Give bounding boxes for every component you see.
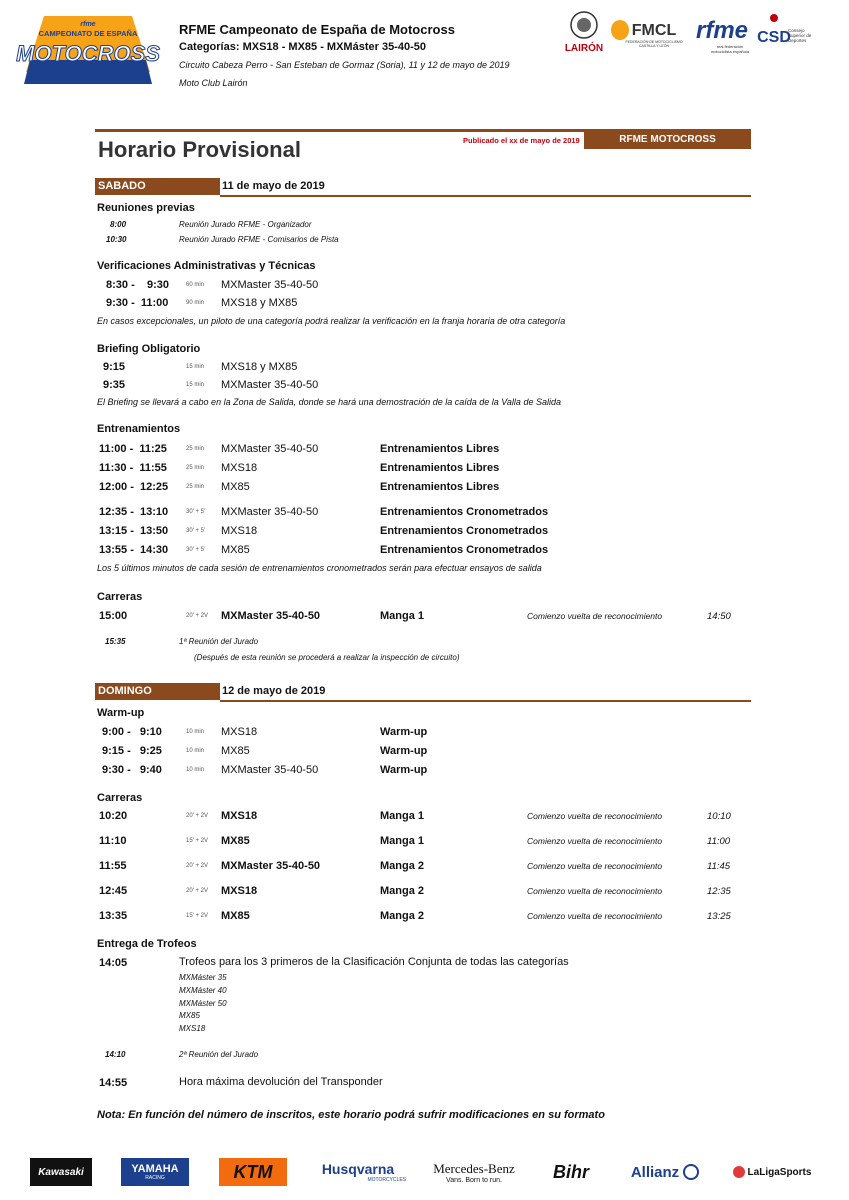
svg-text:motociclista española: motociclista española xyxy=(710,49,750,54)
race-cat: MXS18 xyxy=(221,810,258,822)
train-time: 13:15 - 13:50 xyxy=(99,525,169,537)
trofeos-desc: Trofeos para los 3 primeros de la Clasificación Conjunta de todas las categorías xyxy=(179,956,569,968)
warmup-dur: 10 min xyxy=(186,748,205,754)
trofeo-category: MXS18 xyxy=(179,1024,206,1033)
allianz-logo: Allianz xyxy=(622,1158,708,1186)
race-ctime: 11:00 xyxy=(707,836,731,847)
day-line xyxy=(220,700,751,702)
briefing-note: El Briefing se llevará a cabo en la Zona de Salida, donde se hará una demostración de la caída de la Valla de Salida xyxy=(97,397,561,407)
verif-dur: 90 min xyxy=(186,300,205,306)
briefing-time: 9:35 xyxy=(103,379,126,391)
reunion-desc: Reunión Jurado RFME - Organizador xyxy=(179,220,312,229)
svg-text:CASTILLA Y LEÓN: CASTILLA Y LEÓN xyxy=(638,44,670,48)
briefing-dur: 15 min xyxy=(186,382,205,388)
train-act: Entrenamientos Libres xyxy=(380,462,500,474)
section-warmup: Warm-up xyxy=(97,707,145,719)
race-comm: Comienzo vuelta de reconocimiento xyxy=(527,911,663,921)
trofeo-category: MXMáster 50 xyxy=(179,999,227,1008)
bihr-logo: Bihr xyxy=(553,1161,589,1182)
warmup-dur: 10 min xyxy=(186,767,205,773)
svg-text:rfme: rfme xyxy=(695,17,749,44)
warmup-time: 9:30 - 9:40 xyxy=(102,764,162,776)
svg-text:real federación: real federación xyxy=(716,44,744,49)
section-trofeos: Entrega de Trofeos xyxy=(97,938,197,950)
rfme-logo xyxy=(686,14,758,58)
laliga-logo: LaLigaSports xyxy=(726,1158,818,1186)
race-dur: 20' + 2V xyxy=(186,863,208,869)
verif-time: 9:30 - 11:00 xyxy=(106,297,169,309)
race-cat: MXMaster 35-40-50 xyxy=(221,860,321,872)
train-act: Entrenamientos Cronometrados xyxy=(380,525,549,537)
jurado-time: 14:10 xyxy=(105,1050,126,1059)
verif-cat: MXMaster 35-40-50 xyxy=(221,279,319,291)
trofeo-category: MXMáster 35 xyxy=(179,973,227,982)
published-date: Publicado el xx de mayo de 2019 xyxy=(463,136,580,145)
train-act: Entrenamientos Cronometrados xyxy=(380,544,549,556)
train-act: Entrenamientos Libres xyxy=(380,443,500,455)
warmup-act: Warm-up xyxy=(380,764,428,776)
race-time: 10:20 xyxy=(99,810,128,822)
final-note: Nota: En función del número de inscritos, este horario podrá sufrir modificaciones en su formato xyxy=(97,1109,605,1121)
warmup-cat: MXMaster 35-40-50 xyxy=(221,764,319,776)
train-dur: 30' + 5' xyxy=(186,547,206,553)
race-ctime: 11:45 xyxy=(707,861,731,872)
train-dur: 25 min xyxy=(186,465,205,471)
train-dur: 30' + 5' xyxy=(186,509,206,515)
race-dur: 20' + 2V xyxy=(186,888,208,894)
svg-text:FEDERACIÓN DE MOTOCICLISMO: FEDERACIÓN DE MOTOCICLISMO xyxy=(625,40,683,44)
page-title: Horario Provisional xyxy=(98,137,301,162)
briefing-cat: MXS18 y MX85 xyxy=(221,361,298,373)
race-dur: 20' + 2V xyxy=(186,613,208,619)
race-comm: Comienzo vuelta de reconocimiento xyxy=(527,836,663,846)
yamaha-logo: YAMAHA RACING xyxy=(121,1158,189,1186)
race-cat: MX85 xyxy=(221,910,250,922)
header-title: RFME Campeonato de España de Motocross xyxy=(179,22,455,37)
svg-text:Superior de: Superior de xyxy=(788,33,812,38)
svg-text:LAIRÓN: LAIRÓN xyxy=(564,43,604,54)
race-comm: Comienzo vuelta de reconocimiento xyxy=(527,611,663,621)
race-time: 12:45 xyxy=(99,885,128,897)
logo-line1: CAMPEONATO DE ESPAÑA xyxy=(38,29,138,38)
reunion-desc: Reunión Jurado RFME - Comisarios de Pista xyxy=(179,235,339,244)
train-dur: 30' + 5' xyxy=(186,528,206,534)
race-act: Manga 1 xyxy=(380,810,425,822)
jurado-desc: 2ª Reunión del Jurado xyxy=(179,1050,259,1059)
race-ctime: 10:10 xyxy=(707,811,731,822)
svg-text:Consejo: Consejo xyxy=(788,28,805,33)
svg-text:Deportes: Deportes xyxy=(788,38,807,43)
section-reuniones: Reuniones previas xyxy=(97,202,195,214)
header-categories: Categorías: MXS18 - MX85 - MXMáster 35-40-50 xyxy=(179,41,426,53)
svg-text:FMCL: FMCL xyxy=(631,22,677,39)
day-domingo: DOMINGO xyxy=(95,683,220,700)
csd-logo xyxy=(757,12,820,56)
warmup-act: Warm-up xyxy=(380,726,428,738)
section-entrenamientos: Entrenamientos xyxy=(97,423,181,435)
race-act: Manga 1 xyxy=(380,835,425,847)
header-club: Moto Club Lairón xyxy=(179,78,248,88)
warmup-cat: MXS18 xyxy=(221,726,258,738)
race-act: Manga 1 xyxy=(380,610,425,622)
jurado-time: 15:35 xyxy=(105,637,126,646)
race-time: 11:55 xyxy=(99,860,127,872)
train-act: Entrenamientos Libres xyxy=(380,481,500,493)
trofeo-category: MX85 xyxy=(179,1011,200,1020)
motocross-logo xyxy=(16,14,160,86)
race-dur: 15' + 2V xyxy=(186,838,208,844)
train-cat: MXMaster 35-40-50 xyxy=(221,443,319,455)
logo-small: rfme xyxy=(80,21,96,28)
transponder-time: 14:55 xyxy=(99,1077,128,1089)
day-sabado: SABADO xyxy=(95,178,220,195)
jurado-desc: 1ª Reunión del Jurado xyxy=(179,637,259,646)
train-cat: MX85 xyxy=(221,481,250,493)
section-carreras: Carreras xyxy=(97,591,143,603)
laliga-icon xyxy=(733,1166,745,1178)
jurado-sub: (Después de esta reunión se procederá a realizar la inspección de circuito) xyxy=(194,653,460,662)
race-comm: Comienzo vuelta de reconocimiento xyxy=(527,886,663,896)
day-sabado-date: 11 de mayo de 2019 xyxy=(222,180,325,192)
briefing-time: 9:15 xyxy=(103,361,126,373)
mercedes-logo: Mercedes-Benz Vans. Born to run. xyxy=(433,1160,515,1184)
race-time: 13:35 xyxy=(99,910,128,922)
train-cat: MXS18 xyxy=(221,462,258,474)
trofeos-time: 14:05 xyxy=(99,957,128,969)
race-cat: MX85 xyxy=(221,835,250,847)
train-time: 13:55 - 14:30 xyxy=(99,544,169,556)
lairon-logo xyxy=(564,10,604,54)
verif-cat: MXS18 y MX85 xyxy=(221,297,298,309)
train-cat: MXMaster 35-40-50 xyxy=(221,506,319,518)
briefing-dur: 15 min xyxy=(186,364,205,370)
train-dur: 25 min xyxy=(186,484,205,490)
train-time: 11:30 - 11:55 xyxy=(99,462,167,474)
train-act: Entrenamientos Cronometrados xyxy=(380,506,549,518)
banner-box: RFME MOTOCROSS xyxy=(584,131,751,149)
kawasaki-logo: Kawasaki xyxy=(30,1158,92,1186)
train-cat: MXS18 xyxy=(221,525,258,537)
train-note: Los 5 últimos minutos de cada sesión de entrenamientos cronometrados serán para efectuar ensayos de salida xyxy=(97,563,542,573)
race-dur: 20' + 2V xyxy=(186,813,208,819)
train-dur: 25 min xyxy=(186,446,205,452)
warmup-time: 9:00 - 9:10 xyxy=(102,726,162,738)
race-act: Manga 2 xyxy=(380,860,425,872)
warmup-time: 9:15 - 9:25 xyxy=(102,745,162,757)
warmup-dur: 10 min xyxy=(186,729,205,735)
race-comm: Comienzo vuelta de reconocimiento xyxy=(527,861,663,871)
reunion-time: 8:00 xyxy=(110,220,127,229)
race-cat: MXMaster 35-40-50 xyxy=(221,610,321,622)
fmcl-logo xyxy=(610,18,684,48)
briefing-cat: MXMaster 35-40-50 xyxy=(221,379,319,391)
ktm-logo: KTM xyxy=(219,1158,287,1186)
race-time: 11:10 xyxy=(99,835,127,847)
race-cat: MXS18 xyxy=(221,885,258,897)
day-domingo-date: 12 de mayo de 2019 xyxy=(222,685,326,697)
husqvarna-logo: Husqvarna MOTORCYCLES xyxy=(321,1161,406,1183)
race-comm: Comienzo vuelta de reconocimiento xyxy=(527,811,663,821)
race-dur: 15' + 2V xyxy=(186,913,208,919)
section-carreras: Carreras xyxy=(97,792,143,804)
train-time: 11:00 - 11:25 xyxy=(99,443,167,455)
verif-note: En casos excepcionales, un piloto de una categoría podrá realizar la verificación en la franja horaria de otra categoría xyxy=(97,316,566,326)
day-line xyxy=(220,195,751,197)
train-time: 12:35 - 13:10 xyxy=(99,506,169,518)
race-ctime: 14:50 xyxy=(707,611,731,622)
race-ctime: 13:25 xyxy=(707,911,731,922)
race-act: Manga 2 xyxy=(380,885,425,897)
race-ctime: 12:35 xyxy=(707,886,731,897)
header-circuit: Circuito Cabeza Perro - San Esteban de Gormaz (Soria), 11 y 12 de mayo de 2019 xyxy=(179,60,510,70)
allianz-icon xyxy=(683,1164,699,1180)
verif-time: 8:30 - 9:30 xyxy=(106,279,169,291)
verif-dur: 60 min xyxy=(186,282,205,288)
section-verificaciones: Verificaciones Administrativas y Técnicas xyxy=(97,260,316,272)
train-time: 12:00 - 12:25 xyxy=(99,481,169,493)
reunion-time: 10:30 xyxy=(106,235,127,244)
trofeo-category: MXMáster 40 xyxy=(179,986,227,995)
warmup-cat: MX85 xyxy=(221,745,250,757)
warmup-act: Warm-up xyxy=(380,745,428,757)
svg-text:CSD: CSD xyxy=(757,29,791,46)
section-briefing: Briefing Obligatorio xyxy=(97,343,201,355)
transponder-desc: Hora máxima devolución del Transponder xyxy=(179,1076,383,1088)
logo-main: MOTOCROSS xyxy=(16,41,160,66)
train-cat: MX85 xyxy=(221,544,250,556)
race-act: Manga 2 xyxy=(380,910,425,922)
race-time: 15:00 xyxy=(99,610,128,622)
